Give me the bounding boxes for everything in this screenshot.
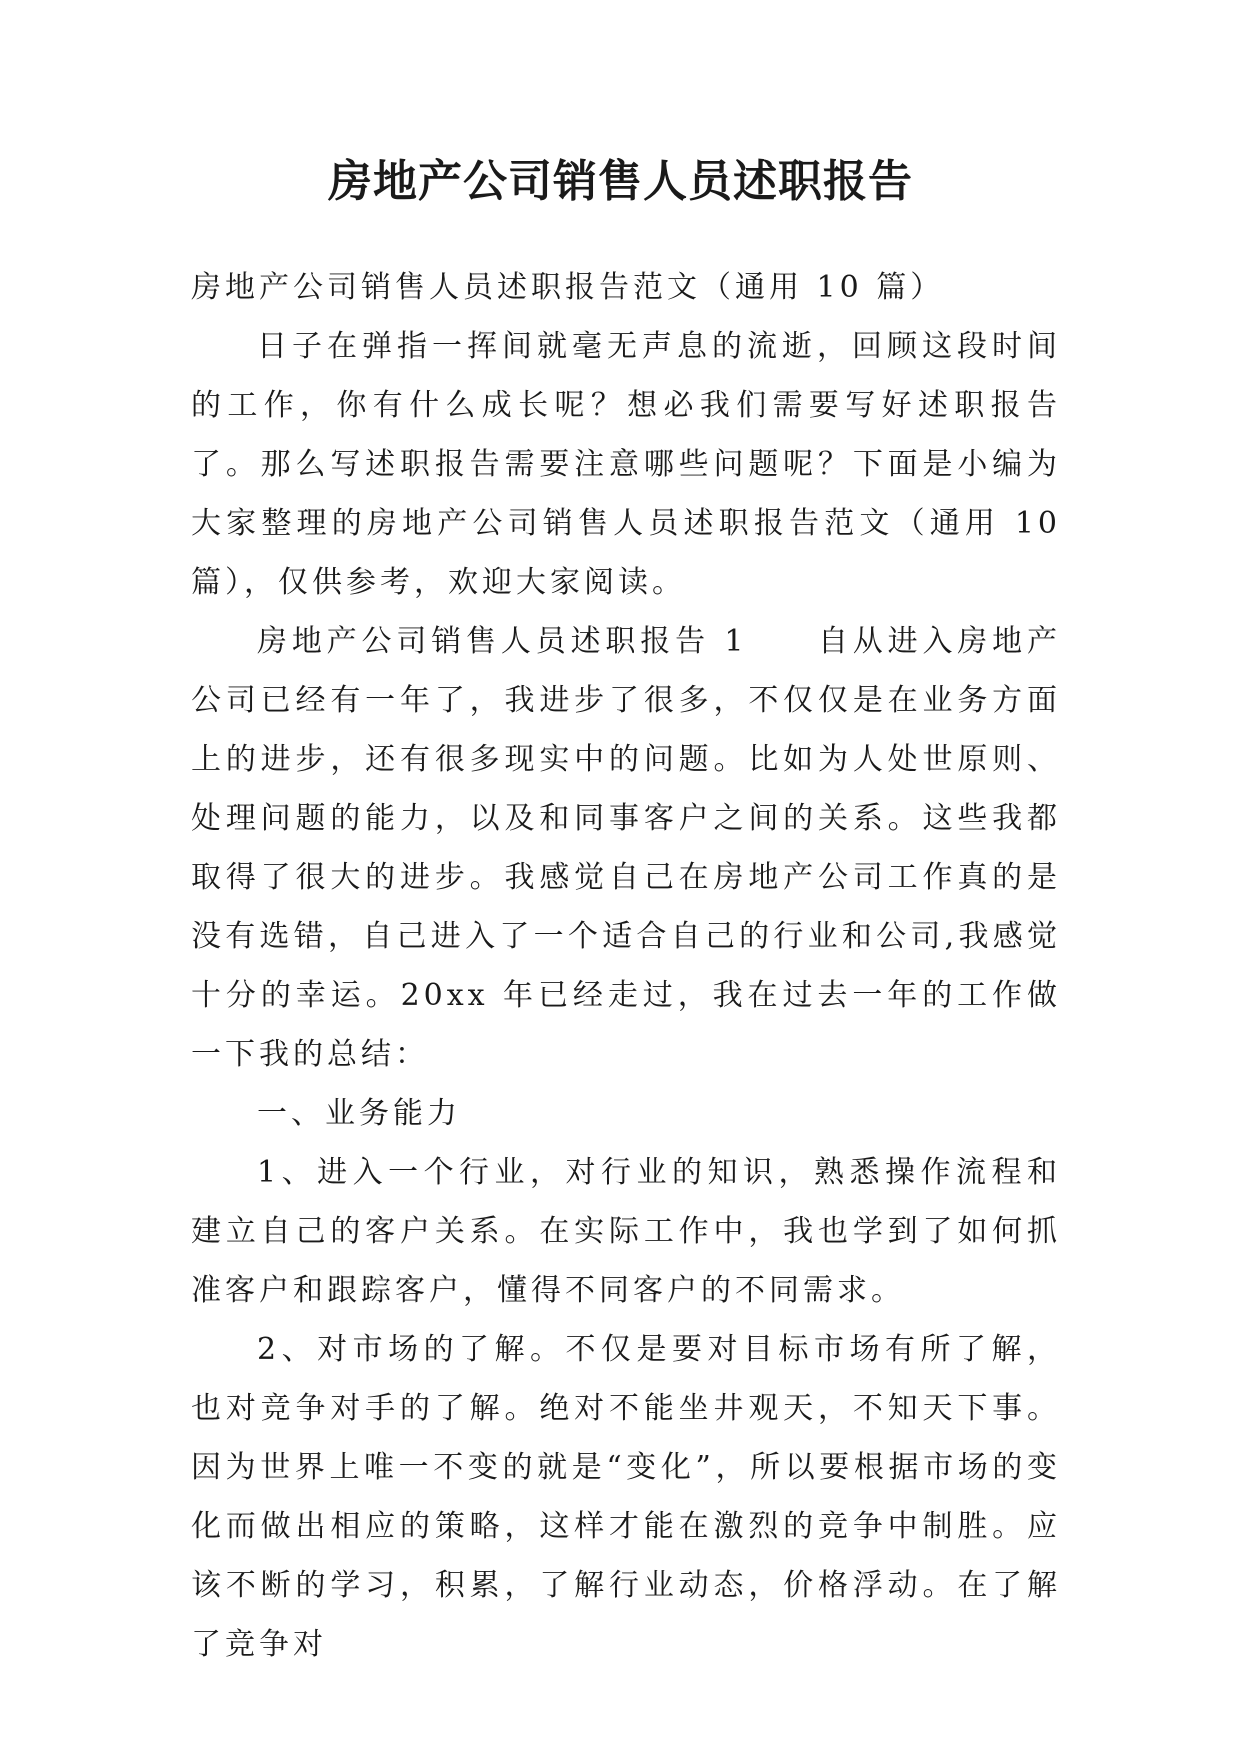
paragraph-intro: 日子在弹指一挥间就毫无声息的流逝，回顾这段时间的工作，你有什么成长呢？想必我们需要写好述职报告了。那么写述职报告需要注意哪些问题呢？下面是小编为大家整理的房地产公司销售人员述职报告范文（通用 10 篇），仅供参考，欢迎大家阅读。 [191,329,1061,600]
paragraph-item-2: 2、对市场的了解。不仅是要对目标市场有所了解，也对竞争对手的了解。绝对不能坐井观天，不知天下事。因为世界上唯一不变的就是“变化”，所以要根据市场的变化而做出相应的策略，这样才能在激烈的竞争中制胜。应该不断的学习，积累，了解行业动态，价格浮动。在了解了竞争对 [191,1332,1061,1662]
section-heading-business-ability: 一、业务能力 [257,1096,461,1131]
paragraph-item-1: 1、进入一个行业，对行业的知识，熟悉操作流程和建立自己的客户关系。在实际工作中，我也学到了如何抓准客户和跟踪客户，懂得不同客户的不同需求。 [191,1155,1061,1308]
document-title: 房地产公司销售人员述职报告 [328,156,913,207]
paragraph-report-1: 房地产公司销售人员述职报告 1 自从进入房地产公司已经有一年了，我进步了很多，不仅仅是在业务方面上的进步，还有很多现实中的问题。比如为人处世原则、处理问题的能力，以及和同事客户之间的关系。这些我都取得了很大的进步。我感觉自己在房地产公司工作真的是没有选错，自己进入了一个适合自己的行业和公司,我感觉十分的幸运。20xx 年已经走过，我在过去一年的工作做一下我的总结： [191,624,1061,1072]
document-body [191,258,1061,1674]
paragraph-subtitle: 房地产公司销售人员述职报告范文（通用 10 篇） [191,270,945,305]
